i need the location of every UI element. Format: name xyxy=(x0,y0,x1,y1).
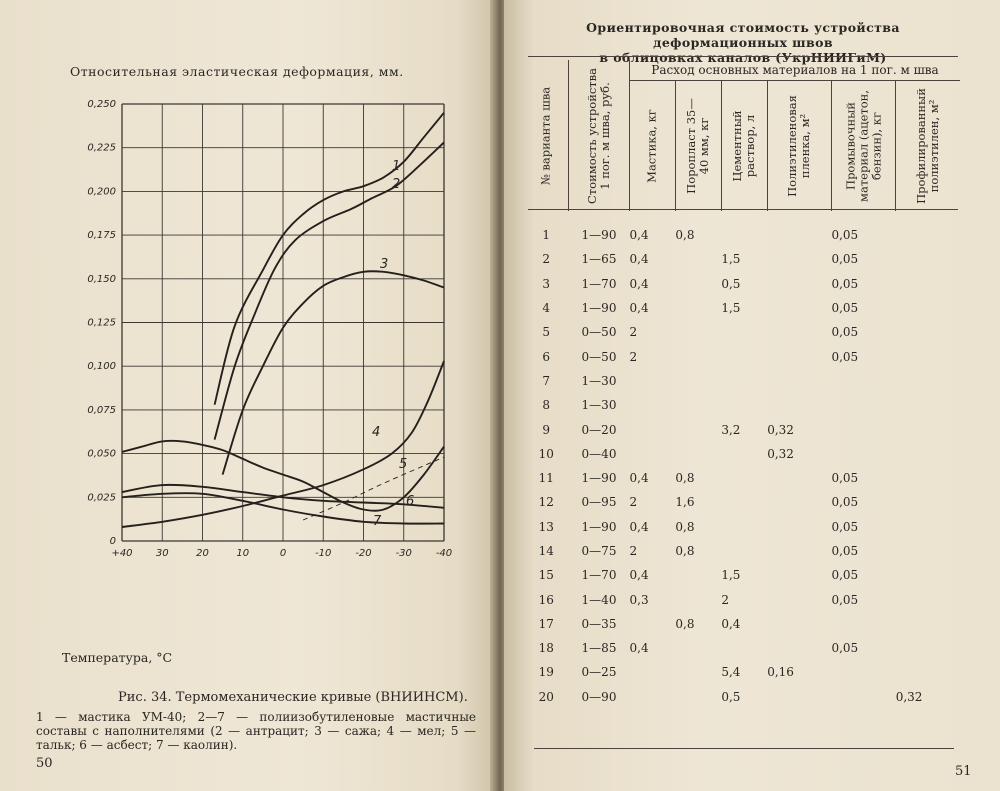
table-cell xyxy=(721,539,767,563)
header-cement: Цементный раствор, л xyxy=(721,81,767,212)
table-cell xyxy=(675,272,721,296)
table-cell xyxy=(721,320,767,344)
table-cell: 0,05 xyxy=(831,568,859,583)
table-cell: 0,5 xyxy=(721,689,741,704)
table-cell xyxy=(767,490,831,514)
table-cell xyxy=(896,660,960,684)
x-tick-label: -40 xyxy=(435,548,453,559)
table-cell xyxy=(896,515,960,539)
table-cell: 5 xyxy=(542,325,551,340)
table-cell: 0—50 xyxy=(581,325,617,340)
table-row xyxy=(524,660,960,684)
table-cell xyxy=(767,515,831,539)
y-tick-label: 0,225 xyxy=(87,142,116,154)
table-row xyxy=(524,369,960,393)
table-cell: 0,8 xyxy=(675,544,695,558)
table-cell: 13 xyxy=(538,519,554,534)
table-cell xyxy=(896,442,960,466)
table-top-rule xyxy=(528,56,958,57)
table-cell: 0,4 xyxy=(629,519,649,534)
table-cell xyxy=(896,272,960,296)
table-cell xyxy=(896,393,960,417)
table-cell: 1,5 xyxy=(721,301,741,316)
table-cell xyxy=(831,660,895,684)
table-cell: 0,32 xyxy=(767,422,794,437)
table-cell xyxy=(896,539,960,563)
table-row xyxy=(524,417,960,441)
table-cell: 0—50 xyxy=(581,349,617,364)
table-cell xyxy=(675,393,721,417)
cost-table xyxy=(524,60,960,709)
table-cell xyxy=(675,247,721,271)
y-tick-label: 0,025 xyxy=(87,492,116,504)
table-title-line-2: в облицовках каналов (УкрНИИГиМ) xyxy=(599,50,887,65)
figure-caption: Рис. 34. Термомеханические кривые (ВНИИНСМ). xyxy=(118,690,468,705)
table-cell xyxy=(896,369,960,393)
table-cell xyxy=(896,211,960,247)
y-tick-label: 0,075 xyxy=(87,404,116,416)
table-row xyxy=(524,563,960,587)
table-row xyxy=(524,320,960,344)
table-cell: 0—25 xyxy=(581,665,617,680)
header-materials-group: Расход основных материалов на 1 пог. м шва xyxy=(630,60,961,81)
table-cell: 0,05 xyxy=(831,495,859,510)
table-cell xyxy=(721,211,767,247)
table-cell xyxy=(675,320,721,344)
table-cell xyxy=(831,369,895,393)
table-cell: 0—90 xyxy=(581,689,617,704)
table-cell: 0,4 xyxy=(629,641,649,656)
table-cell: 1—70 xyxy=(581,276,617,291)
curve-label-7: 7 xyxy=(373,514,382,529)
table-cell: 0,4 xyxy=(721,616,741,631)
table-cell xyxy=(675,587,721,611)
y-tick-label: 0,200 xyxy=(87,186,116,198)
table-cell: 1,5 xyxy=(721,568,741,583)
table-cell: 0,32 xyxy=(767,446,794,461)
table-cell: 0,8 xyxy=(675,471,695,486)
table-cell: 2 xyxy=(629,349,638,364)
table-cell: 1—90 xyxy=(581,228,617,243)
y-tick-label: 0,100 xyxy=(87,361,116,373)
table-row xyxy=(524,515,960,539)
table-cell xyxy=(675,296,721,320)
table-cell: 2 xyxy=(721,592,729,607)
table-cell xyxy=(896,636,960,660)
x-tick-label: -30 xyxy=(395,548,412,559)
table-cell xyxy=(675,442,721,466)
table-row xyxy=(524,296,960,320)
header-variant: № варианта шва xyxy=(538,86,553,185)
y-tick-label: 0,125 xyxy=(87,317,116,329)
x-tick-label: -20 xyxy=(355,548,372,559)
table-cell: 0,5 xyxy=(721,276,741,291)
table-cell xyxy=(831,417,895,441)
table-row xyxy=(524,344,960,368)
table-cell xyxy=(896,466,960,490)
table-row xyxy=(524,442,960,466)
table-cell xyxy=(767,685,831,709)
y-tick-label: 0,050 xyxy=(87,448,116,460)
table-cell xyxy=(721,344,767,368)
curve-label-4: 4 xyxy=(372,425,381,440)
table-cell xyxy=(630,685,676,709)
table-cell: 0,4 xyxy=(629,568,649,583)
table-cell xyxy=(767,272,831,296)
table-cell: 0,4 xyxy=(629,252,649,267)
table-cell xyxy=(896,344,960,368)
table-cell xyxy=(767,369,831,393)
table-cell: 9 xyxy=(542,422,551,437)
x-tick-label: 20 xyxy=(196,548,209,559)
table-cell: 0,8 xyxy=(675,616,695,631)
x-tick-label: -10 xyxy=(315,548,332,559)
table-cell xyxy=(630,612,676,636)
table-cell: 1—90 xyxy=(581,471,617,486)
table-cell xyxy=(896,587,960,611)
table-cell: 0,4 xyxy=(629,276,649,291)
header-cost: Стоимость устройства 1 пог. м шва, руб. xyxy=(569,60,630,211)
table-cell xyxy=(767,320,831,344)
left-page xyxy=(0,0,496,791)
table-cell xyxy=(721,490,767,514)
x-tick-label: +40 xyxy=(111,548,133,559)
table-row xyxy=(524,587,960,611)
table-cell xyxy=(767,539,831,563)
table-cell xyxy=(767,393,831,417)
table-cell: 0,05 xyxy=(831,592,859,607)
table-cell: 7 xyxy=(542,373,551,388)
table-cell: 2 xyxy=(629,495,638,510)
y-tick-label: 0,250 xyxy=(87,99,116,110)
table-cell: 8 xyxy=(542,398,551,413)
table-cell: 0—95 xyxy=(581,495,617,510)
header-washing: Промывочный материал (ацетон, бензин), кг xyxy=(831,81,895,212)
table-cell xyxy=(630,660,676,684)
series-line-1 xyxy=(215,113,444,405)
table-cell: 2 xyxy=(629,325,638,340)
table-cell xyxy=(721,466,767,490)
table-cell: 0,05 xyxy=(831,276,859,291)
table-cell: 3 xyxy=(542,276,551,291)
table-cell: 0,8 xyxy=(675,519,695,534)
x-tick-label: 10 xyxy=(236,548,250,559)
table-cell: 1—65 xyxy=(581,252,617,267)
figure-legend: 1 — мастика УМ-40; 2—7 — полиизобутиленовые мастичные составы с наполнителями (2 — антрацит; 3 — сажа; 4 — мел; 5 — тальк; 6 — асбест; 7 — каолин). xyxy=(36,710,476,752)
x-tick-label: 0 xyxy=(279,548,287,559)
table-cell xyxy=(675,636,721,660)
table-cell: 11 xyxy=(538,471,554,486)
table-cell: 0,05 xyxy=(831,301,859,316)
table-cell: 0,05 xyxy=(831,519,859,534)
table-cell xyxy=(630,393,676,417)
table-cell xyxy=(675,369,721,393)
header-foam: Поропласт 35—40 мм, кг xyxy=(675,81,721,212)
table-cell: 1,5 xyxy=(721,252,741,267)
table-cell: 1—40 xyxy=(581,592,617,607)
table-row xyxy=(524,466,960,490)
table-cell: 0,8 xyxy=(675,228,695,243)
table-title xyxy=(548,20,938,65)
y-tick-label: 0 xyxy=(109,536,116,547)
table-cell: 18 xyxy=(538,641,554,656)
table-cell: 1 xyxy=(542,228,551,243)
table-cell xyxy=(767,466,831,490)
table-cell xyxy=(630,442,676,466)
table-cell xyxy=(767,247,831,271)
table-cell: 0,4 xyxy=(629,228,649,243)
table-cell: 1—90 xyxy=(581,519,617,534)
table-cell xyxy=(675,417,721,441)
table-cell: 1—30 xyxy=(581,398,617,413)
table-cell: 0,05 xyxy=(831,349,859,364)
table-cell: 1—30 xyxy=(581,373,617,388)
table-cell xyxy=(896,563,960,587)
table-row xyxy=(524,211,960,247)
table-cell xyxy=(896,320,960,344)
table-cell xyxy=(831,685,895,709)
page-number-right: 51 xyxy=(955,764,972,779)
table-row xyxy=(524,612,960,636)
y-tick-labels xyxy=(87,99,116,547)
table-cell xyxy=(767,296,831,320)
table-cell: 0—20 xyxy=(581,422,617,437)
table-cell: 12 xyxy=(538,495,554,510)
table-cell xyxy=(896,490,960,514)
table-cell: 3,2 xyxy=(721,422,741,437)
x-tick-label: 30 xyxy=(155,548,169,559)
table-cell: 0,05 xyxy=(831,325,859,340)
table-cell: 0,32 xyxy=(895,689,923,704)
table-cell: 0—75 xyxy=(581,544,617,558)
series-line-3 xyxy=(223,271,444,474)
curve-label-3: 3 xyxy=(380,257,389,272)
table-cell: 1—90 xyxy=(581,301,617,316)
table-cell xyxy=(675,563,721,587)
table-cell xyxy=(896,612,960,636)
y-tick-label: 0,150 xyxy=(87,273,116,285)
page-number-left: 50 xyxy=(36,756,53,771)
table-cell xyxy=(675,660,721,684)
table-cell: 20 xyxy=(538,689,554,704)
table-cell xyxy=(630,369,676,393)
table-cell xyxy=(675,344,721,368)
table-cell xyxy=(831,442,895,466)
table-cell: 0—35 xyxy=(581,616,617,631)
table-title-line-1: Ориентировочная стоимость устройства деформационных швов xyxy=(586,20,900,50)
table-cell xyxy=(767,612,831,636)
table-cell: 0—40 xyxy=(581,446,617,461)
y-tick-label: 0,175 xyxy=(87,230,116,242)
table-cell: 14 xyxy=(538,544,554,558)
table-cell: 10 xyxy=(538,446,554,461)
table-row xyxy=(524,539,960,563)
header-mastic: Мастика, кг xyxy=(630,81,676,212)
table-cell xyxy=(896,417,960,441)
table-cell xyxy=(721,369,767,393)
table-cell: 0,4 xyxy=(629,471,649,486)
curve-label-5: 5 xyxy=(399,457,408,472)
table-cell: 17 xyxy=(538,616,554,631)
table-cell: 0,05 xyxy=(831,228,859,243)
curve-label-6: 6 xyxy=(406,494,415,509)
table-body xyxy=(524,211,960,709)
table-cell: 2 xyxy=(629,544,638,558)
table-cell: 19 xyxy=(538,665,554,680)
y-axis-title: Относительная эластическая деформация, мм. xyxy=(70,64,404,79)
table-row xyxy=(524,272,960,296)
header-pe-film: Полиэтиленовая пленка, м² xyxy=(767,81,831,212)
table-cell xyxy=(767,587,831,611)
table-cell: 0,05 xyxy=(831,252,859,267)
table-cell: 0,3 xyxy=(629,592,649,607)
curve-label-2: 2 xyxy=(392,177,401,192)
x-axis-title: Температура, °С xyxy=(62,650,173,665)
table-cell xyxy=(721,393,767,417)
table-cell: 4 xyxy=(542,301,551,316)
table-cell: 15 xyxy=(538,568,554,583)
table-row xyxy=(524,247,960,271)
table-cell xyxy=(896,247,960,271)
table-cell: 1—85 xyxy=(581,641,617,656)
table-cell: 1—70 xyxy=(581,568,617,583)
table-cell xyxy=(767,344,831,368)
table-row xyxy=(524,685,960,709)
table-cell xyxy=(831,393,895,417)
table-cell: 1,6 xyxy=(675,495,695,510)
table-cell xyxy=(675,685,721,709)
table-row xyxy=(524,490,960,514)
table-row xyxy=(524,636,960,660)
table-bottom-rule xyxy=(534,748,954,749)
table-cell: 16 xyxy=(538,592,554,607)
table-cell: 0,05 xyxy=(831,641,859,656)
table-cell: 6 xyxy=(542,349,551,364)
table-cell xyxy=(896,296,960,320)
table-cell xyxy=(721,442,767,466)
table-cell: 5,4 xyxy=(721,665,741,680)
table-cell xyxy=(767,636,831,660)
table-cell xyxy=(721,636,767,660)
table-cell xyxy=(721,515,767,539)
thermomechanical-chart xyxy=(0,0,496,640)
table-cell xyxy=(767,563,831,587)
table-cell: 0,4 xyxy=(629,301,649,316)
table-row xyxy=(524,393,960,417)
header-profiled-pe: Профилированный полиэтилен, м² xyxy=(896,81,960,212)
table-cell: 0,05 xyxy=(831,544,859,558)
table-cell xyxy=(630,417,676,441)
x-tick-labels xyxy=(111,548,452,559)
curve-labels xyxy=(372,159,414,529)
table-cell: 0,05 xyxy=(831,471,859,486)
curve-label-1: 1 xyxy=(392,159,401,174)
table-cell: 2 xyxy=(542,252,551,267)
table-cell: 0,16 xyxy=(767,665,794,680)
table-cell xyxy=(831,612,895,636)
table-cell xyxy=(767,211,831,247)
